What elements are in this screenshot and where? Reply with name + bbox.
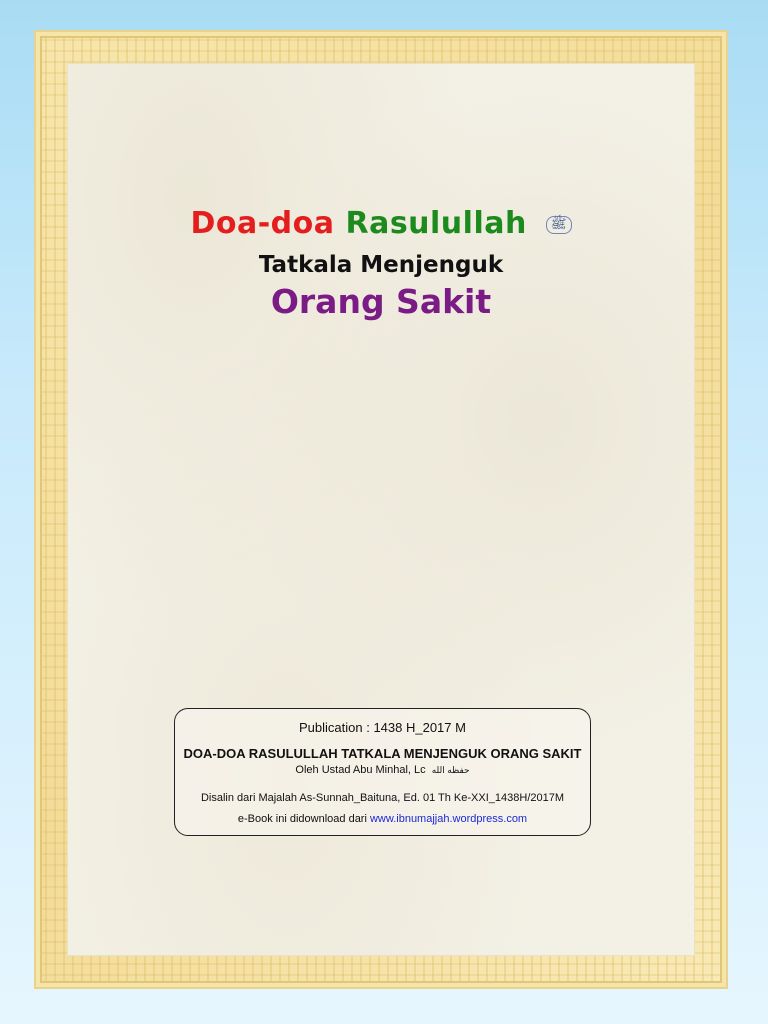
cover-page xyxy=(68,64,694,955)
book-title: DOA-DOA RASULULLAH TATKALA MENJENGUK ORANG SAKIT xyxy=(183,746,582,761)
author-name: Oleh Ustad Abu Minhal, Lc xyxy=(295,764,426,776)
download-line xyxy=(175,813,590,825)
cover-subtitle: Tatkala Menjenguk xyxy=(258,252,504,278)
publication-info-box xyxy=(174,708,591,836)
cover-subtitle-highlight: Orang Sakit xyxy=(270,282,492,321)
author-line xyxy=(175,764,590,776)
download-prefix: e-Book ini didownload dari xyxy=(237,813,367,825)
source-note: Disalin dari Majalah As-Sunnah_Baituna, Ed. 01 Th Ke-XXI_1438H/2017M xyxy=(200,792,565,804)
salawat-icon: ﷺ xyxy=(546,216,572,234)
title-part-rasulullah: Rasulullah xyxy=(345,206,527,241)
title-part-doa: Doa-doa xyxy=(190,206,335,241)
cover-title xyxy=(68,206,694,241)
ornamental-frame xyxy=(34,30,728,989)
author-honorific: حفظه الله xyxy=(431,765,470,775)
publication-date: Publication : 1438 H_2017 M xyxy=(299,720,466,735)
download-link[interactable]: www.ibnumajjah.wordpress.com xyxy=(369,813,528,825)
